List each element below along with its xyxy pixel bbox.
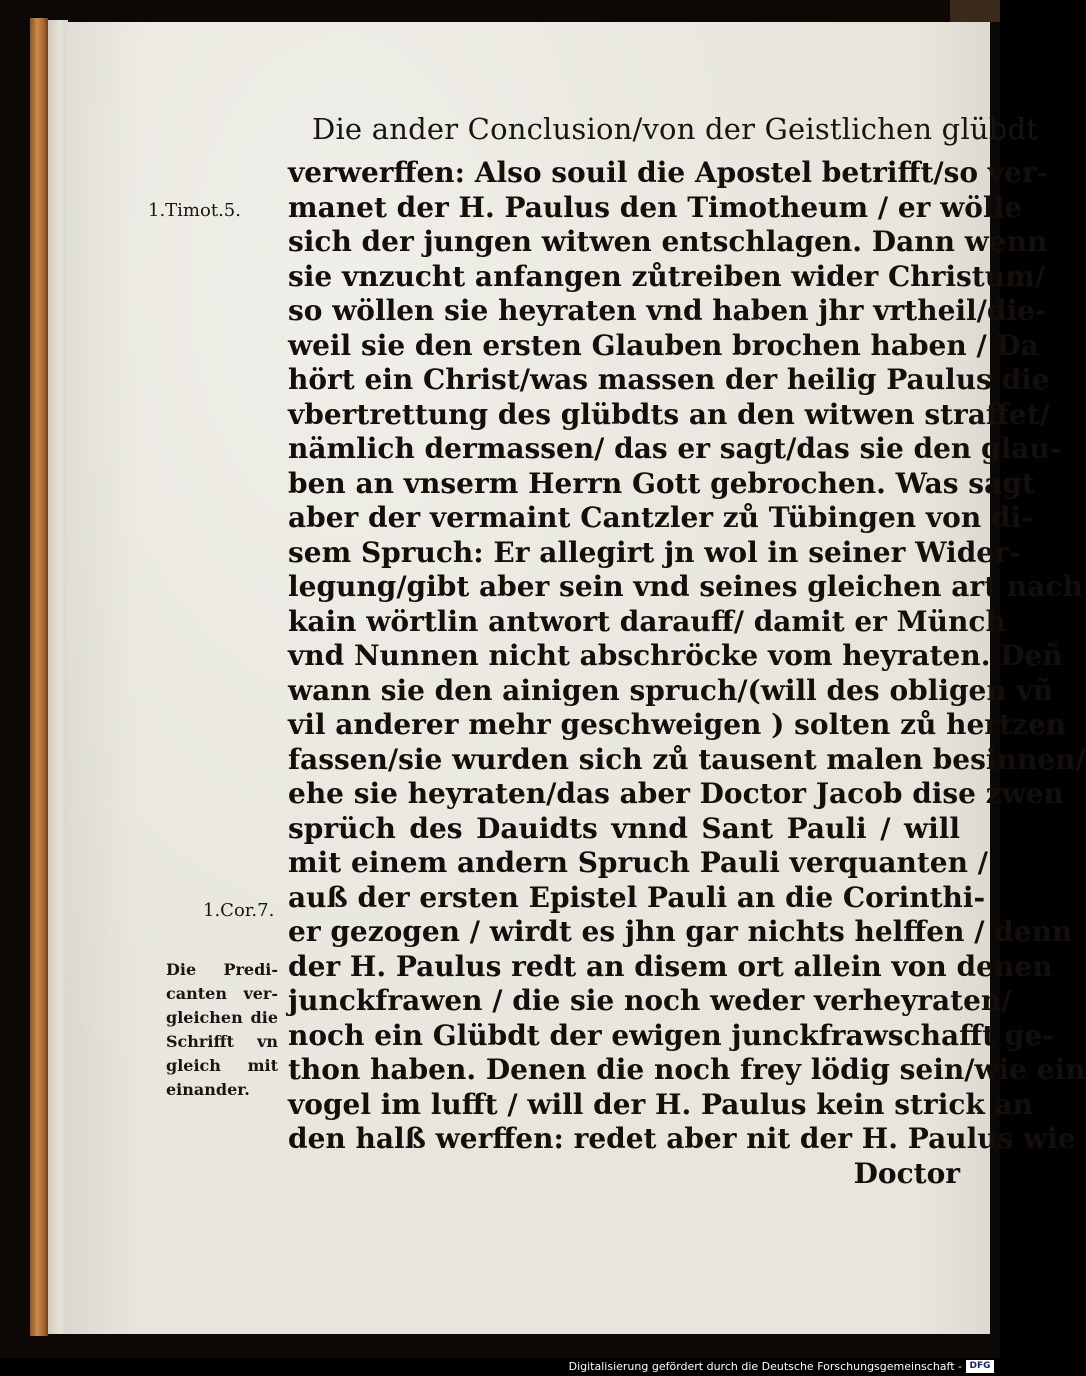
text-line: wann sie den ainigen spruch/(will des obligen vñ [288, 673, 1054, 707]
text-line: der H. Paulus redt an disem ort allein von denen [288, 949, 1053, 983]
margin-note-line: Schrifft vn [166, 1032, 278, 1051]
text-line: nämlich dermassen/ das er sagt/das sie den glau- [288, 432, 1062, 465]
text-line: aber der vermaint Cantzler zů Tübingen von di- [288, 501, 1033, 534]
text-line: hört ein Christ/was massen der heilig Paulus die [288, 363, 1050, 396]
margin-note-line: einander. [166, 1080, 250, 1099]
text-line: legung/gibt aber sein vnd seines gleichen art nach [288, 570, 1083, 603]
text-line: manet der H. Paulus den Timotheum / er wölle [288, 190, 1023, 224]
text-line: thon haben. Denen die noch frey lödig sein/wie ein [288, 1053, 1086, 1086]
text-line: er gezogen / wirdt es jhn gar nichts helffen / denn [288, 915, 1073, 948]
text-line: sprüch des Dauidts vnnd Sant Pauli / will [288, 811, 960, 845]
dfg-logo: DFG [966, 1360, 994, 1373]
margin-note-line: Die Predi- [166, 960, 278, 979]
margin-note-line: canten ver- [166, 984, 278, 1003]
margin-reference-corinthians: 1.Cor.7. [203, 900, 275, 921]
text-line: noch ein Glübdt der ewigen junckfrawschafft ge- [288, 1018, 1054, 1052]
text-line: sie vnzucht anfangen zůtreiben wider Christum/ [288, 259, 1045, 293]
book-cover-edge [30, 18, 48, 1336]
scan-border [950, 0, 1000, 22]
text-line: mit einem andern Spruch Pauli verquanten / [288, 846, 988, 879]
funding-notice: Digitalisierung gefördert durch die Deutsche Forschungsgemeinschaft - [568, 1360, 962, 1373]
text-line: sich der jungen witwen entschlagen. Dann wenn [288, 225, 1048, 258]
text-line: verwerffen: Also souil die Apostel betrifft/so ver- [288, 156, 1049, 189]
text-line: vil anderer mehr geschweigen ) solten zů hertzen [288, 708, 1067, 741]
margin-reference-timothy: 1.Timot.5. [148, 200, 241, 221]
text-line: vogel im lufft / will der H. Paulus kein strick an [288, 1087, 1034, 1121]
catchword: Doctor [853, 1156, 960, 1190]
text-line: kain wörtlin antwort darauff/ damit er Münch [288, 604, 1006, 638]
running-header: Die ander Conclusion/von der Geistlichen glübdt [312, 112, 1039, 146]
margin-note-line: gleich mit [166, 1056, 278, 1075]
text-line: vbertrettung des glübdts an den witwen straffet/ [288, 397, 1050, 431]
text-line: junckfrawen / die sie noch weder verheyraten/ [288, 984, 1012, 1017]
text-line: weil sie den ersten Glauben brochen haben / Da [288, 328, 1039, 362]
margin-note [166, 958, 278, 1102]
text-line: so wöllen sie heyraten vnd haben jhr vrtheil/die- [288, 294, 1047, 327]
text-line: sem Spruch: Er allegirt jn wol in seiner Wider- [288, 535, 1021, 569]
body-text [288, 156, 1086, 1191]
margin-note-line: gleichen die [166, 1008, 278, 1027]
text-line: ben an vnserm Herrn Gott gebrochen. Was sagt [288, 466, 1035, 500]
text-line: den halß werffen: redet aber nit der H. Paulus wie [288, 1122, 1076, 1155]
text-line: fassen/sie wurden sich zů tausent malen besinnen/ [288, 742, 1086, 776]
text-line: vnd Nunnen nicht abschröcke vom heyraten. Deñ [288, 639, 1063, 672]
text-line: ehe sie heyraten/das aber Doctor Jacob dise zwen [288, 777, 1064, 810]
page-stack-edge [48, 20, 68, 1334]
text-line: auß der ersten Epistel Pauli an die Corinthi- [288, 880, 986, 914]
